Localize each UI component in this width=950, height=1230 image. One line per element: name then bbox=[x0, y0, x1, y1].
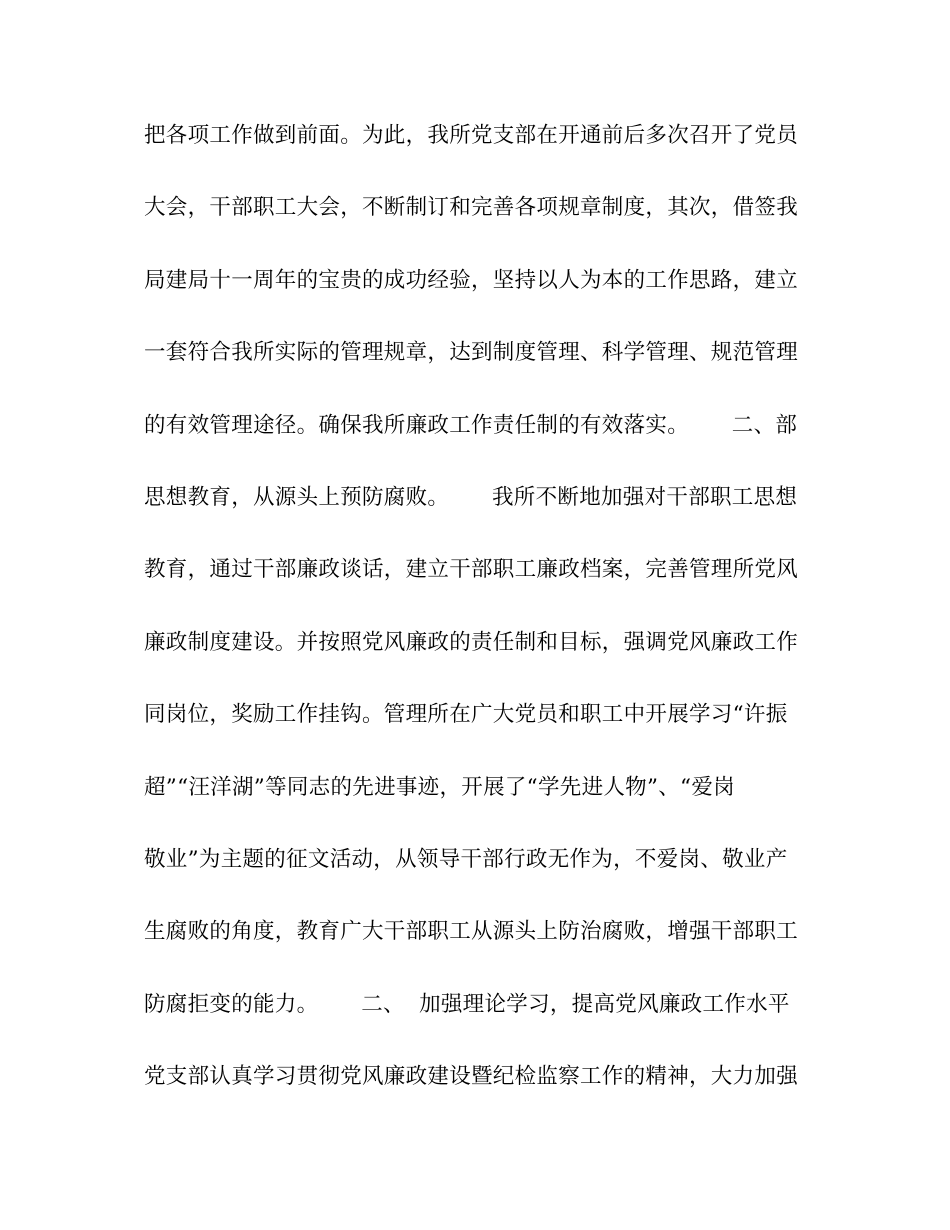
text-line: 把各项工作做到前面。为此，我所党支部在开通前后多次召开了党员 bbox=[144, 123, 799, 148]
text-line: 防腐拒变的能力。 二、 加强理论学习，提高党风廉政工作水平 bbox=[144, 991, 790, 1017]
text-line: 的有效管理途径。确保我所廉政工作责任制的有效落实。 二、部 bbox=[144, 412, 798, 438]
text-line: 廉政制度建设。并按照党风廉政的责任制和目标，强调党风廉政工作 bbox=[144, 629, 799, 655]
text-line: 思想教育，从源头上预防腐败。 我所不断地加强对干部职工思想 bbox=[144, 484, 798, 510]
text-line: 敬业”为主题的征文活动，从领导干部行政无作为，不爱岗、敬业产 bbox=[144, 846, 788, 872]
text-line: 局建局十一周年的宝贵的成功经验，坚持以人为本的工作思路，建立 bbox=[144, 267, 799, 293]
text-line: 超”“汪洋湖”等同志的先进事迹，开展了“学先进人物”、“爱岗 bbox=[144, 774, 735, 800]
text-line: 党支部认真学习贯彻党风廉政建设暨纪检监察工作的精神，大力加强 bbox=[144, 1064, 799, 1090]
text-line: 生腐败的角度，教育广大干部职工从源头上防治腐败，增强干部职工 bbox=[144, 919, 799, 945]
body-text bbox=[144, 116, 804, 1129]
text-line: 一套符合我所实际的管理规章，达到制度管理、科学管理、规范管理 bbox=[144, 340, 799, 366]
text-line: 教育，通过干部廉政谈话，建立干部职工廉政档案，完善管理所党风 bbox=[144, 557, 799, 583]
text-line: 同岗位，奖励工作挂钩。管理所在广大党员和职工中开展学习“许振 bbox=[144, 702, 788, 728]
text-line: 大会，干部职工大会，不断制订和完善各项规章制度，其次，借签我 bbox=[144, 195, 799, 221]
